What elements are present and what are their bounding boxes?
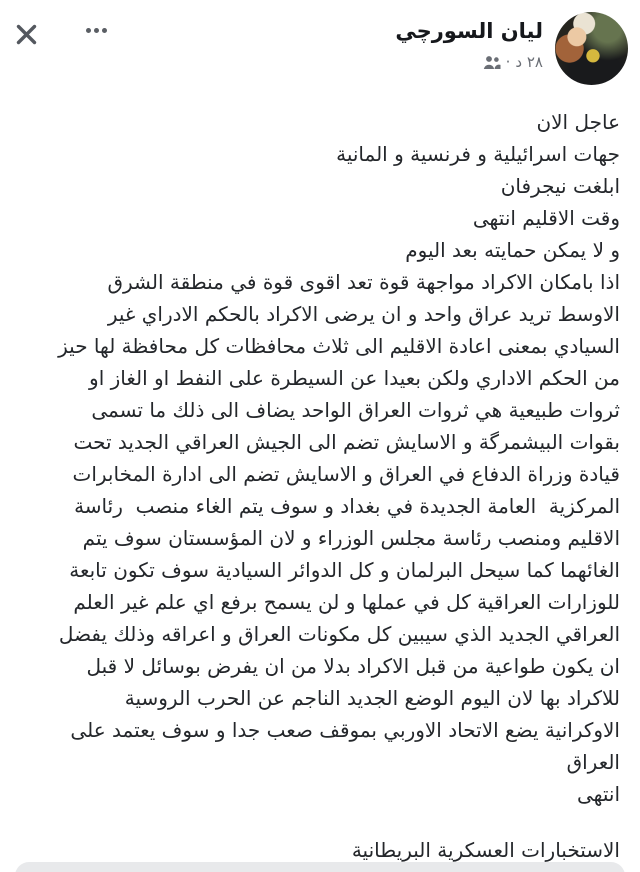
post-text-line: الاوسط تريد عراق واحد و ان يرضى الاكراد بالحكم الادراي غير — [107, 302, 620, 326]
post-content — [0, 106, 640, 866]
post-text-line: العراقي الجديد الذي سيبين كل مكونات العراق و اعراقه وذلك يفضل — [58, 622, 620, 646]
comment-input-bar[interactable] — [15, 862, 625, 872]
close-icon — [14, 22, 39, 47]
post-text-line: ابلغت نيجرفان — [500, 174, 620, 198]
profile-name[interactable]: ليان السورچي — [395, 19, 543, 43]
more-options-icon — [94, 28, 99, 33]
meta-separator: · — [505, 53, 511, 71]
post-header — [0, 0, 640, 100]
post-text-line: انتهى — [576, 782, 620, 806]
more-options-button[interactable] — [82, 24, 111, 37]
timestamp: ٢٨ د — [515, 53, 543, 71]
post-meta — [395, 53, 543, 71]
more-options-icon — [102, 28, 107, 33]
post-text-line: المركزية العامة الجديدة في بغداد و سوف يتم الغاء منصب رئاسة — [74, 494, 620, 518]
post-text-line: ان يكون طواعية من قبل الاكراد بدلا من ان يفرض بوسائل لا قبل — [86, 654, 620, 678]
post-source-line: الاستخبارات العسكرية البريطانية — [351, 838, 620, 862]
post-text-line: وقت الاقليم انتهى — [472, 206, 620, 230]
post-text-line: اذا بامكان الاكراد مواجهة قوة تعد اقوى قوة في منطقة الشرق — [107, 270, 620, 294]
post-text-line: الاقليم ومنصب رئاسة مجلس الوزراء و لان المؤسستان سوف يتم — [82, 526, 620, 550]
post-text-line: الاوكرانية يضع الاتحاد الاوربي بموقف صعب جدا و سوف يعتمد على — [70, 718, 620, 742]
post-text-line: العراق — [566, 750, 620, 774]
post-text-line: قيادة وزراة الدفاع في العراق و الاسايش تضم الى ادارة المخابرات — [72, 462, 620, 486]
close-button[interactable] — [10, 18, 43, 51]
post-text-line: عاجل الان — [536, 110, 620, 134]
post-text — [20, 106, 620, 810]
post-text-line: للوزارات العراقية كل في عملها و لن يسمح برفع اي علم غير العلم — [73, 590, 620, 614]
post-text-line: الغائهما كما سيحل البرلمان و كل الدوائر السيادية سوف تكون تابعة — [69, 558, 620, 582]
post-text-line: جهات اسرائيلية و فرنسية و المانية — [336, 142, 620, 166]
post-text-line: من الحكم الاداري ولكن بعيدا عن السيطرة على النفط او الغاز او — [89, 366, 620, 390]
post-text-line: السيادي بمعنى اعادة الاقليم الى ثلاث محافظات كل محافظة لها حيز — [58, 334, 620, 358]
post-text-line: و لا يمكن حمايته بعد اليوم — [405, 238, 620, 262]
post-text-line: للاكراد بها لان اليوم الوضع الجديد الناجم عن الحرب الروسية — [124, 686, 620, 710]
post-text-line: بقوات البيشمرگة و الاسايش تضم الى الجيش العراقي الجديد تحت — [73, 430, 620, 454]
post-text-line: ثروات طبيعية هي ثروات العراق الواحد يضاف الى ذلك ما تسمى — [91, 398, 620, 422]
more-options-icon — [86, 28, 91, 33]
avatar[interactable] — [555, 12, 628, 85]
author-block — [395, 15, 543, 71]
friends-privacy-icon — [483, 55, 501, 70]
